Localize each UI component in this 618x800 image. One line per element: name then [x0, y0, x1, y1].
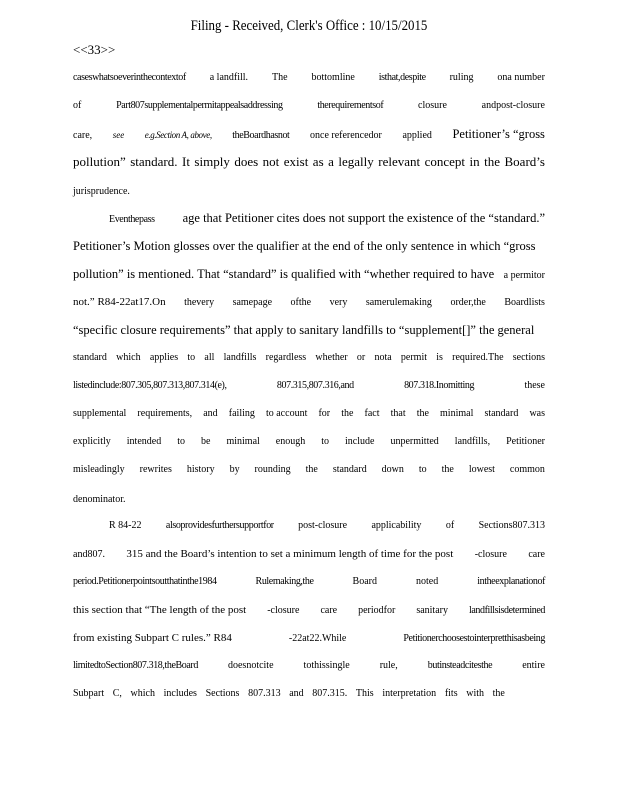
text-run: failing [228, 408, 255, 419]
text-run: landfills, [454, 436, 491, 447]
text-run: include [345, 436, 375, 447]
text-run: 807.318.Inomitting [404, 380, 475, 391]
text-run: lowest [468, 464, 495, 475]
text-run: Rulemaking,the [255, 576, 314, 587]
text-run: therequirementsof [317, 100, 384, 111]
text-run: includes [163, 688, 197, 699]
text-run: very [329, 297, 348, 308]
text-run: as [312, 154, 324, 169]
text-run: the [416, 408, 429, 419]
text-run: isthat,despite [378, 72, 426, 83]
text-run: does [234, 154, 259, 169]
text-run: Part807supplementalpermitappealsaddressing [116, 100, 283, 111]
text-line [73, 349, 545, 367]
text-run: regardless [265, 352, 307, 363]
text-run: whether [315, 352, 348, 363]
text-run: supplemental [73, 408, 127, 419]
text-line [73, 405, 545, 423]
text-run: fits [444, 688, 458, 699]
text-run: requirements, [137, 408, 193, 419]
text-run: permit [400, 352, 428, 363]
text-run: to [177, 436, 185, 447]
text-run: Boardlists [504, 297, 545, 308]
filing-stamp-header: Filing - Received, Clerk's Office : 10/15/2015 [190, 18, 428, 34]
text-line [73, 265, 545, 283]
text-run: landfillsisdetermined [468, 605, 545, 616]
text-run: and [203, 408, 218, 419]
text-run: butinsteadcitesthe [427, 660, 493, 671]
text-run: relevant [378, 154, 421, 169]
text-run: down [381, 464, 404, 475]
text-line [73, 433, 545, 451]
text-run: fact [364, 408, 380, 419]
text-run: Subpart [73, 688, 105, 699]
text-run: the [484, 154, 501, 169]
text-run: standard. [130, 154, 178, 169]
text-line [73, 461, 545, 479]
text-line [73, 685, 505, 703]
text-run: R 84-22 [109, 520, 142, 531]
text-run: limitedtoSection807.318,theBoard [73, 660, 198, 671]
text-line [109, 517, 545, 535]
text-line [73, 97, 545, 115]
text-run: to [321, 436, 330, 447]
text-run: ofthe [290, 297, 312, 308]
text-run: closure [418, 100, 447, 111]
text-run: nota [374, 352, 392, 363]
text-run: samerulemaking [365, 297, 432, 308]
text-run: to account [265, 408, 308, 419]
text-run: care [320, 605, 338, 616]
text-run: minimal [226, 436, 260, 447]
text-line [73, 629, 545, 647]
text-run: andpost-closure [481, 100, 545, 111]
text-run: the [305, 464, 318, 475]
text-run: jurisprudence. [73, 186, 130, 197]
text-run: to [418, 464, 427, 475]
text-run: -22at22.While [288, 633, 347, 644]
text-run: -closure [474, 549, 507, 560]
text-run: order,the [450, 297, 486, 308]
text-run: of [445, 520, 455, 531]
text-run: common [509, 464, 545, 475]
text-run: standard [332, 464, 367, 475]
text-run: is [436, 352, 443, 363]
text-run: “specific closure requirements” that apply to sanitary landfills to “supplement[]” the general [73, 323, 535, 337]
text-run: This [355, 688, 374, 699]
text-line [109, 209, 545, 227]
text-run: bottomline [311, 72, 355, 83]
text-run: history [186, 464, 215, 475]
text-run: Petitionerchoosestointerpretthisasbeing [403, 633, 545, 644]
text-run: landfills [223, 352, 257, 363]
text-run: applied [402, 130, 432, 141]
text-run: Petitioner [506, 436, 545, 447]
text-run: caseswhatsoeverinthecontextof [73, 72, 186, 83]
text-run: standard [73, 352, 107, 363]
text-run: the [492, 688, 505, 699]
text-run: entire [522, 660, 545, 671]
text-run: applicability [371, 520, 422, 531]
text-run: be [201, 436, 211, 447]
text-run: from existing Subpart C rules.” R84 [73, 632, 232, 644]
text-run: for [318, 408, 331, 419]
text-run: e.g.Section A, above, [144, 130, 212, 140]
text-run: not.” R84-22at17.On [73, 296, 166, 308]
text-run: not [262, 154, 280, 169]
text-run: ruling [449, 72, 474, 83]
text-run: applies [149, 352, 179, 363]
text-run: of [73, 100, 82, 111]
text-run: in [469, 154, 480, 169]
text-line [73, 321, 545, 339]
text-run: enough [275, 436, 306, 447]
text-run: these [524, 380, 545, 391]
text-run: care [528, 549, 545, 560]
text-run: the [441, 464, 454, 475]
text-run: care, [73, 130, 93, 141]
text-line [73, 545, 545, 563]
text-line [73, 657, 545, 675]
text-run: legally [338, 154, 374, 169]
text-run: noted [416, 576, 439, 587]
text-run: sections [512, 352, 545, 363]
text-run: a [328, 154, 334, 169]
text-run: Sections [205, 688, 240, 699]
text-run: listedinclude:807.305,807.313,807.314(e), [73, 380, 227, 391]
text-run: simply [194, 154, 230, 169]
text-run: 807.313 [248, 688, 281, 699]
text-run: and [289, 688, 304, 699]
text-run: with [466, 688, 484, 699]
text-run: doesnotcite [227, 660, 274, 671]
text-run: or [356, 352, 366, 363]
text-run: 807.315. [312, 688, 348, 699]
text-run: 807.315,807.316,and [276, 380, 354, 391]
text-run: Board [352, 576, 377, 587]
text-line [73, 293, 545, 311]
text-run: rule, [379, 660, 398, 671]
text-line [73, 237, 545, 255]
text-run: misleadingly [73, 464, 125, 475]
text-line [73, 125, 545, 143]
text-run: which [116, 352, 141, 363]
text-run: samepage [232, 297, 273, 308]
text-run: see [112, 130, 125, 140]
text-line [73, 377, 545, 395]
text-line [73, 181, 130, 199]
page-number: <<33>> [73, 42, 116, 57]
text-run: required.The [452, 352, 504, 363]
text-run: pollution” [73, 154, 126, 169]
text-run: explicitly [73, 436, 111, 447]
text-run: Board’s [504, 154, 545, 169]
text-run: C, [112, 688, 122, 699]
text-line [73, 69, 545, 87]
text-run: alsoprovidesfurthersupportfor [165, 520, 274, 531]
text-run: age that Petitioner cites does not support the existence of the “standard.” [182, 211, 545, 225]
text-run: was [529, 408, 545, 419]
text-run: Petitioner’s “gross [452, 127, 545, 141]
text-run: a permitor [503, 270, 545, 281]
text-run: period.Petitionerpointsoutthatinthe1984 [73, 576, 217, 587]
text-run: all [204, 352, 215, 363]
text-line [73, 573, 545, 591]
text-run: which [130, 688, 155, 699]
text-run: unpermitted [390, 436, 439, 447]
text-run: It [181, 154, 190, 169]
text-run: periodfor [358, 605, 396, 616]
text-run: Petitioner’s Motion glosses over the qualifier at the end of the only sentence in which “gross [73, 239, 536, 253]
text-run: -closure [267, 605, 300, 616]
text-run: by [229, 464, 240, 475]
text-run: to [187, 352, 196, 363]
text-run: rewrites [139, 464, 172, 475]
text-run: interpretation [382, 688, 437, 699]
text-run: and807. [73, 549, 105, 560]
text-run: sanitary [416, 605, 448, 616]
text-run: tothissingle [303, 660, 350, 671]
text-run: rounding [254, 464, 291, 475]
text-line [73, 489, 126, 507]
text-run: once referencedor [310, 130, 382, 141]
text-run: Sections807.313 [478, 520, 545, 531]
text-run: exist [283, 154, 309, 169]
text-run: ona number [497, 72, 545, 83]
text-run: that [390, 408, 406, 419]
text-run: The [272, 72, 288, 83]
text-run: post-closure [298, 520, 348, 531]
text-run: concept [424, 154, 466, 169]
text-run: intheexplanationof [477, 576, 545, 587]
text-run: standard [484, 408, 519, 419]
text-run: thevery [184, 297, 215, 308]
text-run: the [341, 408, 354, 419]
text-run: this section that “The length of the post [73, 604, 247, 616]
text-run: intended [126, 436, 162, 447]
text-line [73, 601, 545, 619]
text-run: theBoardhasnot [232, 130, 290, 141]
text-run: Eventhepass [109, 214, 155, 225]
text-run: a landfill. [209, 72, 249, 83]
text-run: denominator. [73, 494, 126, 505]
text-run: 315 and the Board’s intention to set a minimum length of time for the post [126, 548, 454, 560]
text-run: minimal [440, 408, 474, 419]
text-run: pollution” is mentioned. That “standard” is qualified with “whether required to have [73, 267, 495, 281]
text-line [73, 153, 545, 171]
